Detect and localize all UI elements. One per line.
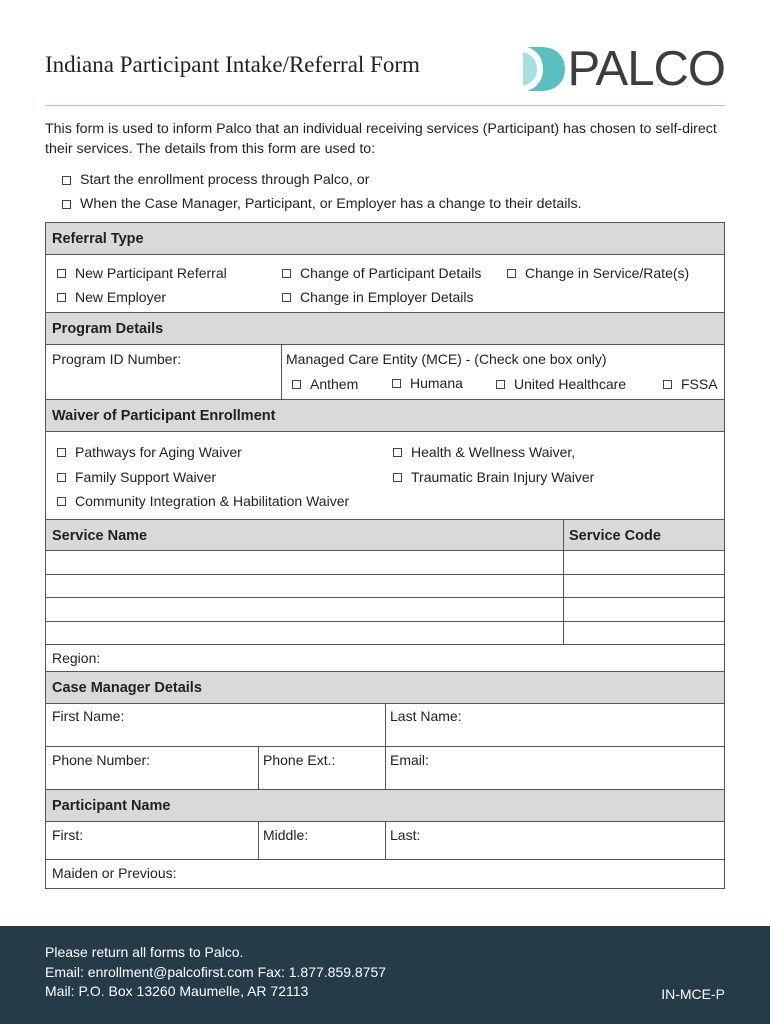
case-manager-name-row (46, 704, 724, 747)
checkbox-icon[interactable] (57, 448, 66, 457)
option-fssa[interactable]: FSSA (663, 376, 718, 392)
mce-label: Managed Care Entity (MCE) - (Check one box only) (286, 351, 607, 367)
intro-bullet (62, 168, 582, 192)
checkbox-icon[interactable] (57, 293, 66, 302)
service-table-header (46, 519, 724, 551)
service-code-header: Service Code (569, 528, 661, 544)
checkbox-icon[interactable] (392, 379, 401, 388)
service-name-header: Service Name (52, 528, 148, 544)
option-traumatic-brain-injury-waiver[interactable]: Traumatic Brain Injury Waiver (393, 469, 594, 485)
option-pathways-aging-waiver[interactable]: Pathways for Aging Waiver (57, 444, 242, 460)
checkbox-icon[interactable] (292, 380, 301, 389)
checkbox-icon[interactable] (57, 473, 66, 482)
palco-logo-text: PALCO (567, 41, 725, 96)
intro-text: This form is used to inform Palco that an individual receiving services (Participant) has chosen to self-direct their services. The details from this form are used to: (45, 121, 717, 157)
referral-type-section (46, 255, 724, 313)
divider (385, 822, 386, 859)
checkbox-icon[interactable] (62, 176, 71, 185)
intro-bullet-text: When the Case Manager, Participant, or Employer has a change to their details. (80, 196, 582, 212)
middle-label: Middle: (263, 827, 309, 843)
divider (258, 822, 259, 859)
last-label: Last: (390, 827, 421, 843)
referral-type-heading: Referral Type (46, 223, 724, 255)
option-new-employer[interactable]: New Employer (57, 289, 166, 305)
checkbox-icon[interactable] (282, 293, 291, 302)
form-code: IN-MCE-P (661, 986, 725, 1002)
divider (385, 747, 386, 789)
service-row[interactable] (46, 622, 724, 646)
checkbox-icon[interactable] (393, 473, 402, 482)
case-manager-heading: Case Manager Details (46, 672, 724, 704)
divider (563, 622, 564, 645)
option-change-service-rates[interactable]: Change in Service/Rate(s) (507, 265, 689, 281)
participant-name-heading: Participant Name (46, 790, 724, 822)
region-label: Region: (52, 650, 101, 666)
form-footer (0, 926, 770, 1024)
divider (563, 520, 564, 550)
option-community-integration-waiver[interactable]: Community Integration & Habilitation Waiver (57, 493, 349, 509)
intake-form-table (45, 222, 725, 889)
option-health-wellness-waiver[interactable]: Health & Wellness Waiver, (393, 444, 575, 460)
divider (281, 345, 282, 399)
checkbox-icon[interactable] (393, 448, 402, 457)
footer-line: Please return all forms to Palco. (45, 944, 244, 960)
palco-logo (523, 41, 725, 96)
option-family-support-waiver[interactable]: Family Support Waiver (57, 469, 216, 485)
checkbox-icon[interactable] (57, 497, 66, 506)
participant-name-row (46, 822, 724, 860)
first-label: First: (52, 827, 84, 843)
waiver-section (46, 432, 724, 519)
phone-ext-label: Phone Ext.: (263, 752, 336, 768)
first-name-label: First Name: (52, 708, 125, 724)
waiver-heading: Waiver of Participant Enrollment (46, 400, 724, 432)
program-id-label: Program ID Number: (52, 351, 182, 367)
service-row[interactable] (46, 598, 724, 622)
phone-number-label: Phone Number: (52, 752, 151, 768)
divider (563, 598, 564, 621)
form-header (45, 40, 725, 106)
checkbox-icon[interactable] (663, 380, 672, 389)
service-row[interactable] (46, 575, 724, 599)
divider (563, 575, 564, 598)
divider (385, 704, 386, 746)
email-label: Email: (390, 752, 429, 768)
region-field[interactable] (46, 645, 724, 672)
footer-mail: Mail: P.O. Box 13260 Maumelle, AR 72113 (45, 983, 309, 999)
form-title: Indiana Participant Intake/Referral Form (45, 52, 420, 77)
option-united-healthcare[interactable]: United Healthcare (496, 376, 626, 392)
checkbox-icon[interactable] (496, 380, 505, 389)
program-details-heading: Program Details (46, 313, 724, 345)
footer-email-fax: Email: enrollment@palcofirst.com Fax: 1.877.859.8757 (45, 963, 387, 980)
service-row[interactable] (46, 551, 724, 575)
maiden-label: Maiden or Previous: (52, 865, 177, 881)
last-name-label: Last Name: (390, 708, 462, 724)
intro-bullet (62, 192, 582, 216)
case-manager-contact-row (46, 747, 724, 790)
divider (258, 747, 259, 789)
intro-bullets (62, 168, 582, 216)
maiden-name-field[interactable] (46, 860, 724, 888)
option-humana[interactable]: Humana (392, 375, 463, 391)
intro-bullet-text: Start the enrollment process through Palco, or (80, 172, 370, 188)
checkbox-icon[interactable] (62, 200, 71, 209)
program-details-section (46, 345, 724, 400)
divider (563, 551, 564, 574)
footer-contact (45, 943, 386, 1002)
option-change-participant-details[interactable]: Change of Participant Details (282, 265, 481, 281)
option-new-participant-referral[interactable]: New Participant Referral (57, 265, 227, 281)
option-change-employer-details[interactable]: Change in Employer Details (282, 289, 474, 305)
checkbox-icon[interactable] (57, 269, 66, 278)
palco-logo-mark-icon (523, 44, 567, 94)
checkbox-icon[interactable] (282, 269, 291, 278)
checkbox-icon[interactable] (507, 269, 516, 278)
option-anthem[interactable]: Anthem (292, 376, 358, 392)
